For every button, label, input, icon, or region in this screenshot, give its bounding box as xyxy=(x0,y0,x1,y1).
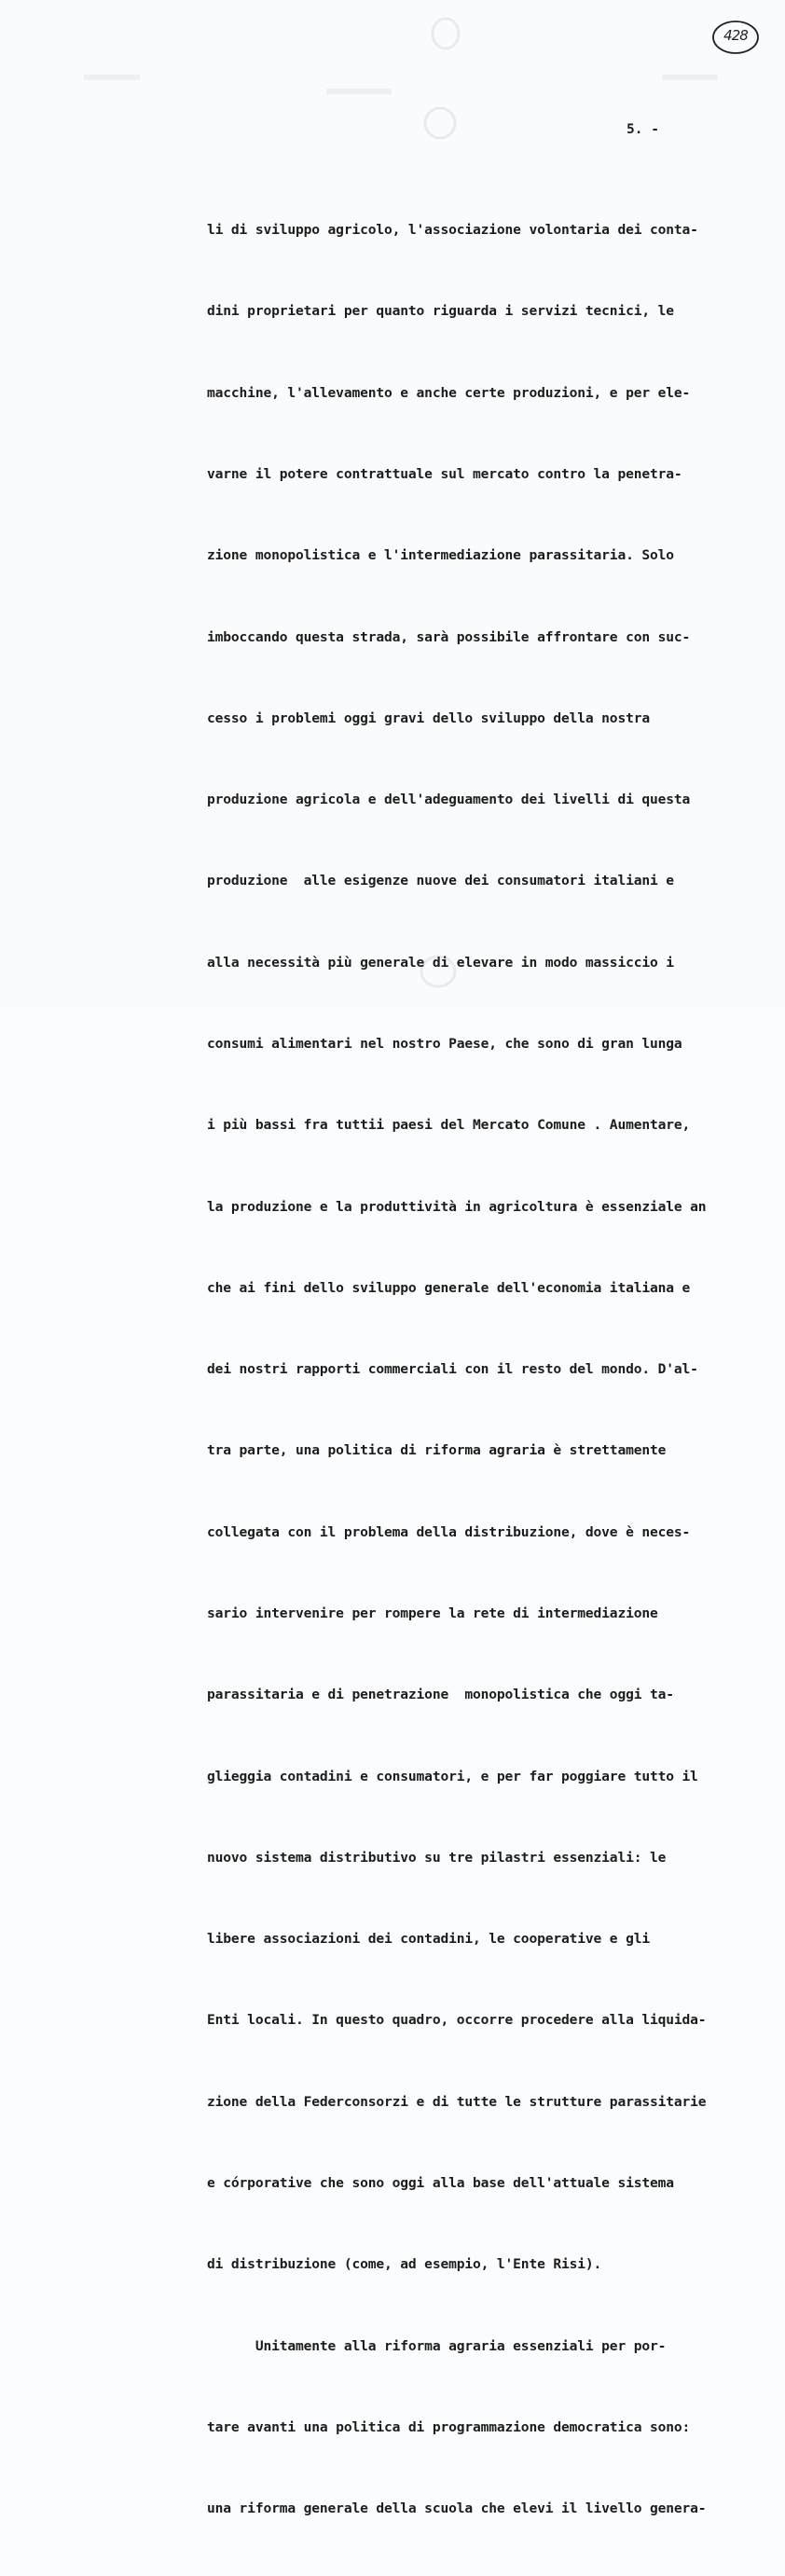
text-line: tra parte, una politica di riforma agraria è strettamente xyxy=(207,1442,667,1459)
text-line: glieggia contadini e consumatori, e per far poggiare tutto il xyxy=(207,1768,698,1784)
text-line: Enti locali. In questo quadro, occorre procedere alla liquida- xyxy=(207,2012,707,2029)
text-line: imboccando questa strada, sarà possibile affrontare con suc- xyxy=(207,628,691,645)
text-line: parassitaria e di penetrazione monopolistica che oggi ta- xyxy=(207,1687,674,1703)
text-line: alla necessità più generale di elevare in modo massiccio i xyxy=(207,954,674,971)
text-line: macchine, l'allevamento e anche certe produzioni, e per ele- xyxy=(207,384,691,401)
typewritten-body xyxy=(207,162,785,2576)
text-line: tare avanti una politica di programmazione democratica sono: xyxy=(207,2418,691,2435)
text-line: i più bassi fra tuttii paesi del Mercato Comune . Aumentare, xyxy=(207,1117,691,1134)
text-line: la produzione e la produttività in agricoltura è essenziale an xyxy=(207,1198,707,1215)
page-number: 5. - xyxy=(627,122,659,137)
text-line: e córporative che sono oggi alla base dell'attuale sistema xyxy=(207,2174,674,2191)
text-line: li di sviluppo agricolo, l'associazione volontaria dei conta- xyxy=(207,222,698,239)
archive-stamp xyxy=(711,19,760,56)
text-line: di distribuzione (come, ad esempio, l'Ente Risi). xyxy=(207,2256,602,2273)
stamp-number: 428 xyxy=(723,27,748,44)
text-line: sario intervenire per rompere la rete di intermediazione xyxy=(207,1605,658,1621)
text-line: Unitamente alla riforma agraria essenziali per por- xyxy=(207,2337,667,2354)
text-line: varne il potere contrattuale sul mercato contro la penetra- xyxy=(207,466,682,483)
text-line: libere associazioni dei contadini, le cooperative e gli xyxy=(207,1931,650,1948)
text-line: produzione alle esigenze nuove dei consumatori italiani e xyxy=(207,873,674,889)
text-line: dini proprietari per quanto riguarda i servizi tecnici, le xyxy=(207,303,674,320)
text-line: zione monopolistica e l'intermediazione parassitaria. Solo xyxy=(207,547,674,564)
text-line: consumi alimentari nel nostro Paese, che sono di gran lunga xyxy=(207,1036,682,1052)
text-line: collegata con il problema della distribuzione, dove è neces- xyxy=(207,1523,691,1540)
text-line: cesso i problemi oggi gravi dello sviluppo della nostra xyxy=(207,709,650,726)
text-line: dei nostri rapporti commerciali con il resto del mondo. D'al- xyxy=(207,1361,698,1378)
text-line: che ai fini dello sviluppo generale dell'economia italiana e xyxy=(207,1279,691,1296)
text-line: zione della Federconsorzi e di tutte le strutture parassitarie xyxy=(207,2093,707,2110)
text-line: produzione agricola e dell'adeguamento dei livelli di questa xyxy=(207,792,691,808)
text-line: una riforma generale della scuola che elevi il livello genera- xyxy=(207,2500,707,2517)
text-line: nuovo sistema distributivo su tre pilastri essenziali: le xyxy=(207,1849,667,1866)
